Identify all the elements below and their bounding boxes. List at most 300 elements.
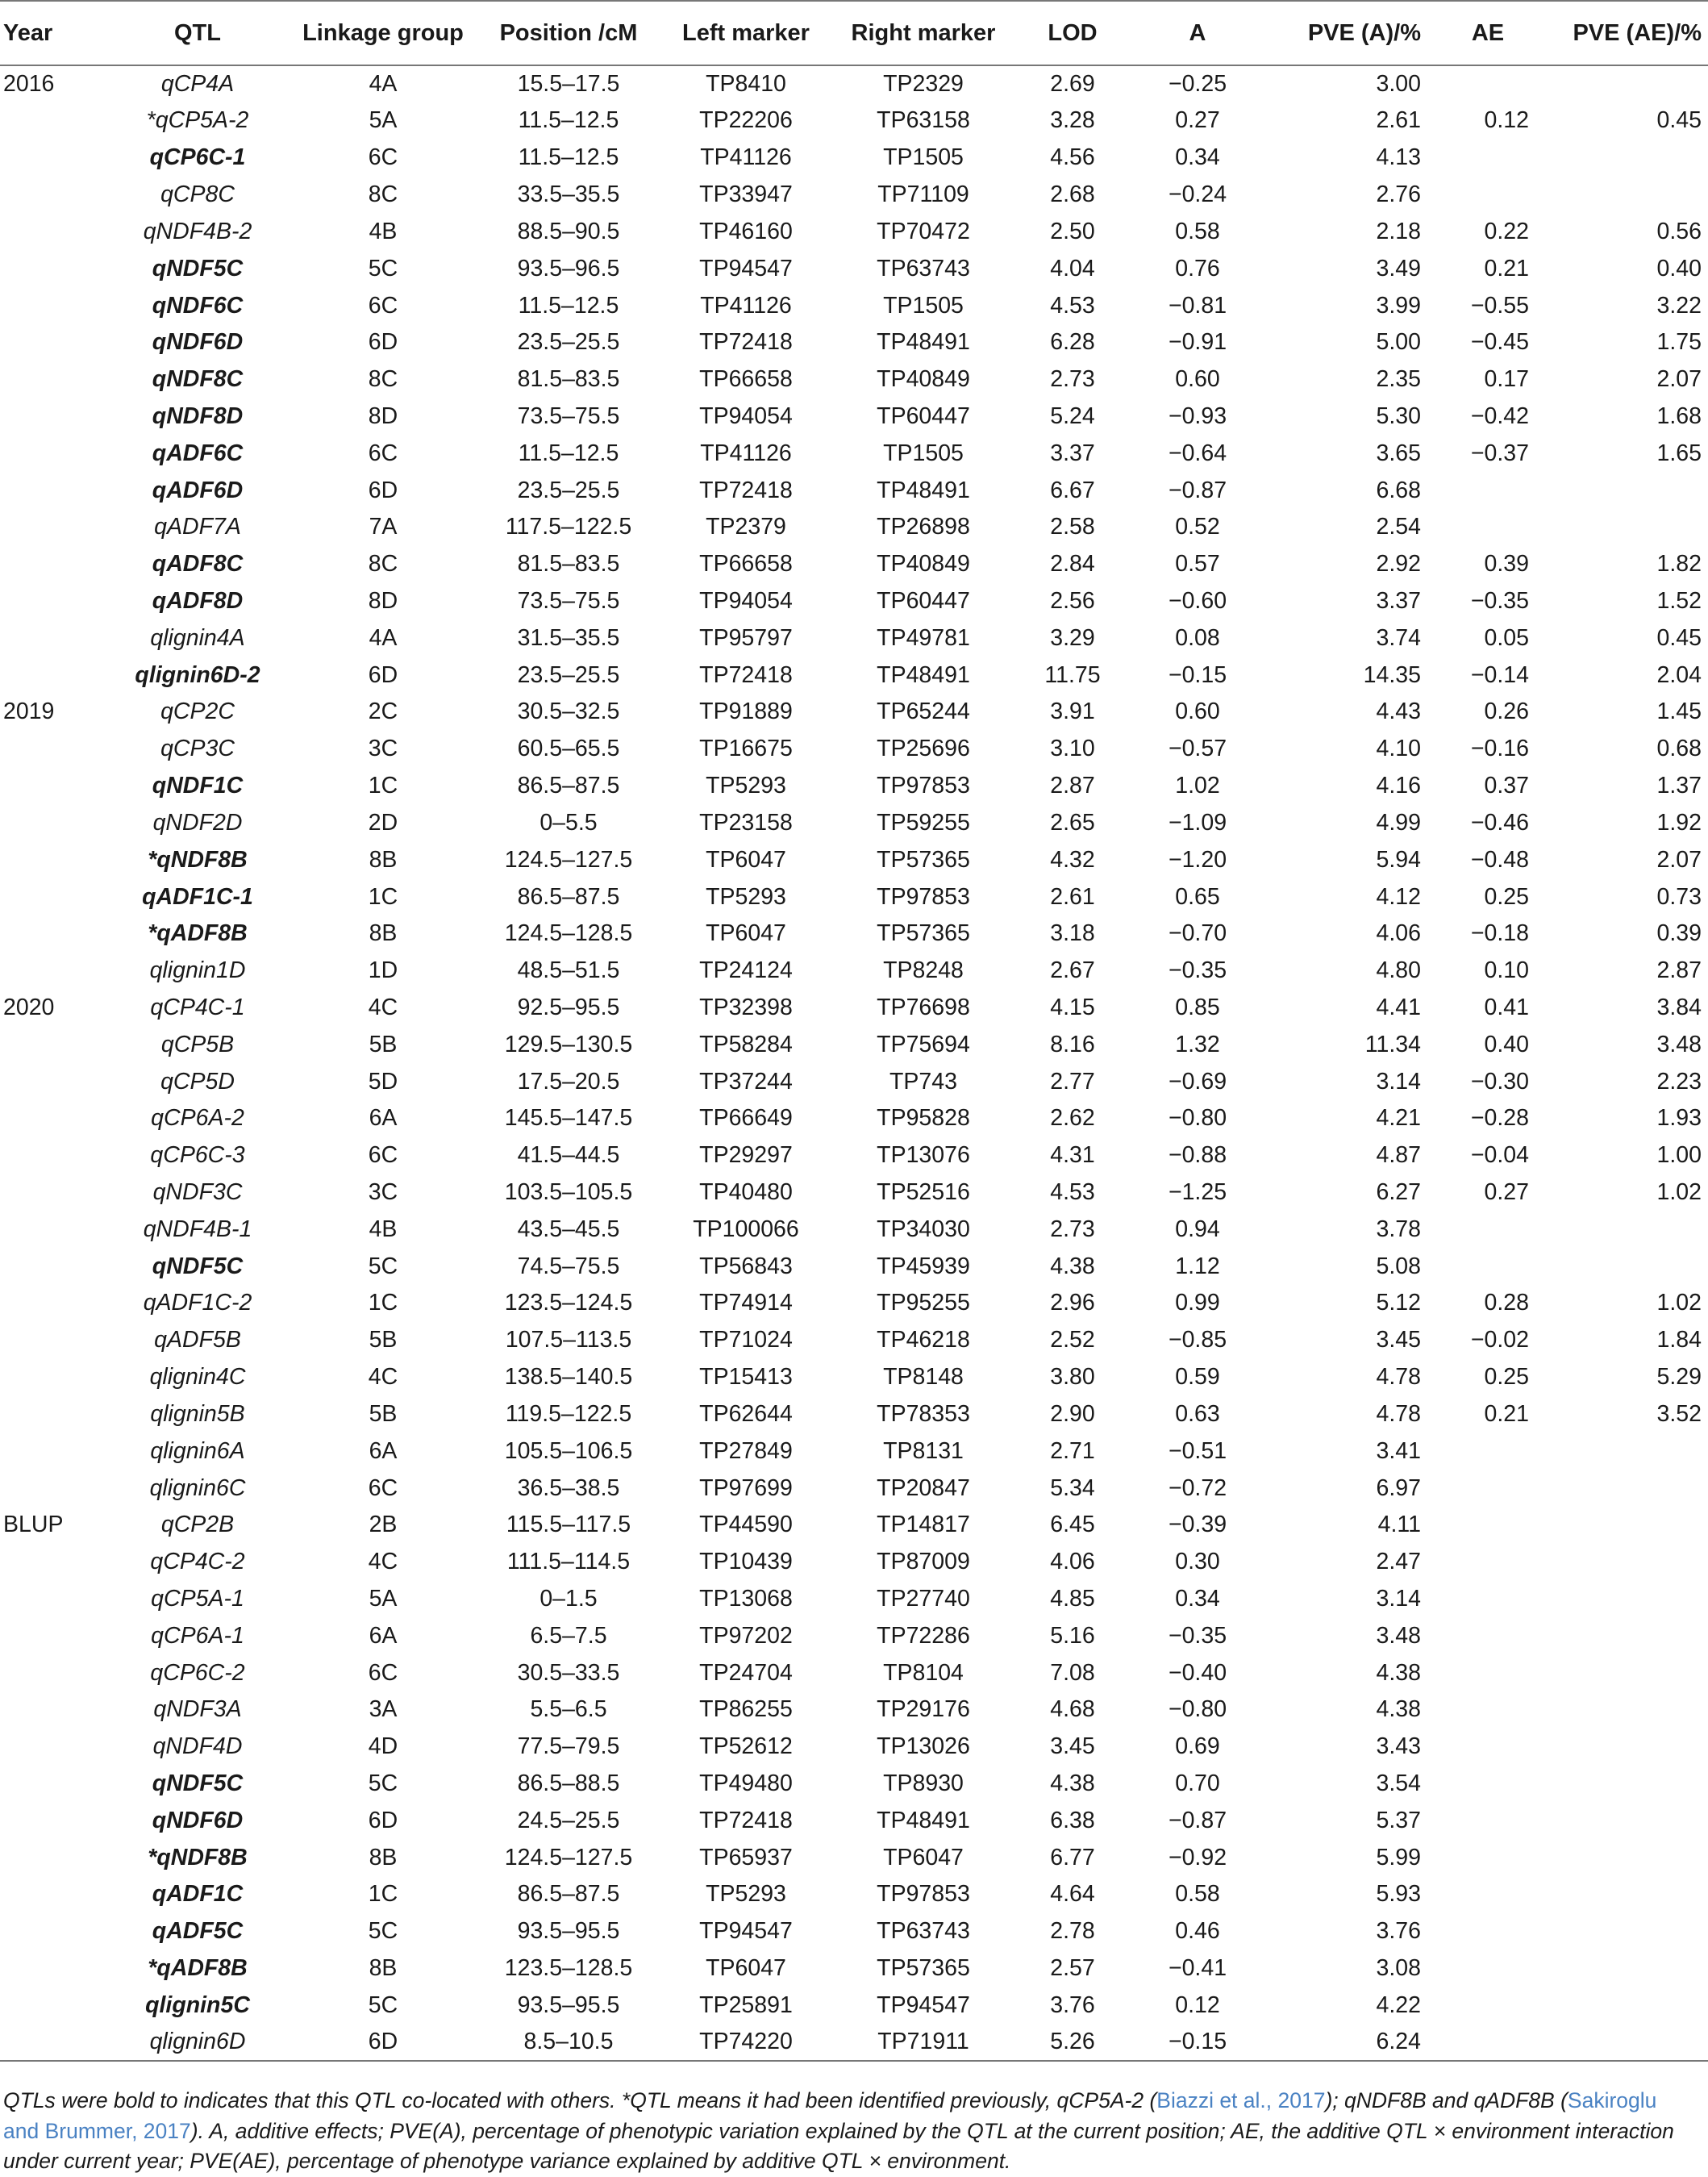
- cell-linkage-group: 8C: [368, 181, 398, 208]
- cell-left-marker: TP95797: [699, 624, 793, 651]
- cell-right-marker: TP63743: [877, 255, 970, 282]
- cell-left-marker: TP46160: [699, 218, 793, 244]
- cell-linkage-group: 2D: [368, 809, 398, 836]
- cell-pve-ae: [1548, 1544, 1708, 1581]
- cell-qtl: qNDF1C: [152, 773, 244, 799]
- cell-pve-a: 4.87: [1376, 1142, 1421, 1169]
- cell-lod: 4.64: [1050, 1881, 1095, 1908]
- cell-qtl: *qCP5A-2: [146, 107, 249, 134]
- cell-left-marker: TP72418: [699, 1807, 793, 1833]
- cell-position: 23.5–25.5: [517, 661, 620, 688]
- table-row: [0, 1137, 1708, 1174]
- cell-left-marker: TP25891: [699, 1991, 793, 2018]
- cell-linkage-group: 6D: [368, 329, 398, 356]
- cell-year: [0, 878, 105, 915]
- cell-lod: 7.08: [1050, 1659, 1095, 1686]
- cell-left-marker: TP13068: [699, 1585, 793, 1612]
- cell-year: [0, 176, 105, 213]
- cell-year: [0, 472, 105, 509]
- cell-a: −0.87: [1168, 1807, 1227, 1833]
- cell-ae: −0.46: [1470, 809, 1529, 836]
- table-row: [0, 1100, 1708, 1137]
- cell-qtl: qADF1C-2: [143, 1290, 252, 1316]
- cell-linkage-group: 5C: [368, 255, 398, 282]
- cell-position: 36.5–38.5: [517, 1474, 620, 1501]
- cell-pve-a: 5.00: [1376, 329, 1421, 356]
- cell-qtl: qNDF6C: [152, 292, 244, 319]
- cell-position: 145.5–147.5: [504, 1105, 633, 1132]
- cell-lod: 2.57: [1050, 1955, 1095, 1982]
- cell-pve-ae: 5.29: [1656, 1364, 1702, 1391]
- cell-left-marker: TP5293: [706, 773, 786, 799]
- cell-lod: 3.10: [1050, 736, 1095, 762]
- cell-pve-ae: [1548, 1433, 1708, 1470]
- cell-qtl: qNDF4B-1: [143, 1216, 252, 1242]
- cell-pve-ae: [1548, 2024, 1708, 2061]
- cell-ae: [1427, 1433, 1548, 1470]
- cell-linkage-group: 1C: [368, 773, 398, 799]
- cell-position: 124.5–128.5: [504, 920, 633, 947]
- footnote-citation-biazzi[interactable]: Biazzi et al., 2017: [1156, 2088, 1326, 2112]
- table-row: [0, 767, 1708, 804]
- cell-year: [0, 1358, 105, 1395]
- cell-linkage-group: 1D: [368, 957, 398, 984]
- cell-position: 11.5–12.5: [518, 440, 619, 466]
- cell-a: 0.69: [1175, 1733, 1220, 1760]
- cell-position: 31.5–35.5: [517, 624, 620, 651]
- cell-qtl: qlignin5C: [145, 1991, 250, 2018]
- cell-year: [0, 915, 105, 953]
- cell-pve-a: 4.21: [1376, 1105, 1421, 1132]
- cell-linkage-group: 5C: [368, 1253, 398, 1279]
- cell-pve-a: 2.92: [1376, 551, 1421, 578]
- cell-lod: 6.77: [1050, 1844, 1095, 1870]
- cell-ae: 0.21: [1484, 1400, 1529, 1427]
- cell-left-marker: TP5293: [706, 883, 786, 910]
- cell-right-marker: TP40849: [877, 366, 970, 393]
- cell-left-marker: TP41126: [700, 292, 792, 319]
- cell-qtl: qlignin6A: [150, 1437, 245, 1464]
- cell-left-marker: TP66658: [699, 551, 793, 578]
- cell-a: −0.93: [1168, 402, 1227, 429]
- cell-left-marker: TP97699: [699, 1474, 793, 1501]
- cell-pve-a: 5.94: [1376, 846, 1421, 873]
- table-row: [0, 1358, 1708, 1395]
- cell-year: [0, 2024, 105, 2061]
- cell-pve-ae: 0.68: [1656, 736, 1702, 762]
- header-right-marker: Right marker: [831, 1, 1016, 65]
- table-row: [0, 176, 1708, 213]
- cell-right-marker: TP95828: [877, 1105, 970, 1132]
- cell-left-marker: TP40480: [699, 1179, 793, 1206]
- table-row: [0, 2024, 1708, 2061]
- cell-linkage-group: 1C: [368, 1290, 398, 1316]
- cell-a: −0.39: [1168, 1512, 1227, 1538]
- header-pve-ae: PVE (AE)/%: [1548, 1, 1708, 65]
- cell-lod: 4.85: [1050, 1585, 1095, 1612]
- cell-ae: −0.04: [1470, 1142, 1529, 1169]
- cell-a: −1.25: [1168, 1179, 1227, 1206]
- table-row: [0, 1617, 1708, 1654]
- cell-right-marker: TP40849: [877, 551, 970, 578]
- table-row: [0, 435, 1708, 472]
- cell-year: [0, 841, 105, 878]
- cell-lod: 6.67: [1050, 477, 1095, 503]
- cell-position: 86.5–87.5: [517, 883, 620, 910]
- cell-year: [0, 546, 105, 583]
- cell-pve-a: 4.41: [1376, 994, 1421, 1020]
- cell-right-marker: TP57365: [877, 920, 970, 947]
- cell-year: [0, 250, 105, 287]
- header-position: Position /cM: [476, 1, 661, 65]
- cell-year: [0, 1248, 105, 1285]
- cell-qtl: qNDF6D: [152, 329, 244, 356]
- table-row: [0, 841, 1708, 878]
- cell-right-marker: TP63158: [877, 107, 970, 134]
- cell-pve-a: 3.14: [1376, 1585, 1421, 1612]
- cell-pve-ae: 0.39: [1656, 920, 1702, 947]
- cell-year: [0, 287, 105, 324]
- cell-pve-ae: [1548, 1913, 1708, 1950]
- cell-left-marker: TP94547: [699, 255, 793, 282]
- cell-pve-ae: [1548, 1729, 1708, 1766]
- cell-lod: 3.29: [1050, 624, 1095, 651]
- cell-linkage-group: 2B: [369, 1512, 398, 1538]
- cell-a: −0.70: [1168, 920, 1227, 947]
- cell-qtl: qlignin6C: [149, 1474, 246, 1501]
- cell-ae: 0.25: [1484, 1364, 1529, 1391]
- cell-right-marker: TP27740: [877, 1585, 970, 1612]
- cell-a: −0.35: [1168, 957, 1227, 984]
- cell-right-marker: TP26898: [877, 514, 970, 540]
- cell-left-marker: TP16675: [699, 736, 793, 762]
- table-row: [0, 546, 1708, 583]
- cell-a: −1.20: [1168, 846, 1227, 873]
- cell-ae: [1427, 1950, 1548, 1987]
- table-row: [0, 1395, 1708, 1433]
- cell-right-marker: TP1505: [883, 440, 964, 466]
- cell-a: 0.08: [1175, 624, 1220, 651]
- cell-a: −0.91: [1168, 329, 1227, 356]
- table-row: [0, 657, 1708, 694]
- cell-qtl: *qADF8B: [148, 1955, 248, 1982]
- cell-left-marker: TP15413: [699, 1364, 793, 1391]
- cell-ae: [1427, 1248, 1548, 1285]
- cell-position: 5.5–6.5: [530, 1696, 607, 1723]
- header-row: [0, 1, 1708, 65]
- cell-linkage-group: 6A: [369, 1622, 398, 1649]
- cell-qtl: qCP4A: [160, 71, 235, 98]
- cell-right-marker: TP8104: [883, 1659, 964, 1686]
- cell-a: 0.34: [1175, 1585, 1220, 1612]
- cell-ae: −0.02: [1470, 1327, 1529, 1353]
- cell-ae: 0.40: [1484, 1031, 1529, 1057]
- cell-left-marker: TP66649: [699, 1105, 793, 1132]
- cell-position: 30.5–33.5: [517, 1659, 620, 1686]
- table-row: [0, 1580, 1708, 1617]
- cell-pve-ae: 1.45: [1656, 699, 1702, 725]
- cell-pve-a: 4.43: [1376, 699, 1421, 725]
- table-row: [0, 1248, 1708, 1285]
- cell-right-marker: TP71109: [877, 181, 969, 208]
- cell-right-marker: TP78353: [877, 1400, 970, 1427]
- cell-right-marker: TP49781: [877, 624, 970, 651]
- cell-a: −0.81: [1168, 292, 1227, 319]
- cell-left-marker: TP94547: [699, 1918, 793, 1945]
- cell-position: 73.5–75.5: [517, 402, 620, 429]
- cell-pve-a: 3.74: [1376, 624, 1421, 651]
- cell-a: −0.69: [1168, 1068, 1227, 1095]
- cell-pve-a: 3.41: [1376, 1437, 1421, 1464]
- table-row: [0, 65, 1708, 102]
- cell-pve-ae: 1.65: [1656, 440, 1702, 466]
- table-row: [0, 1839, 1708, 1876]
- cell-ae: 0.25: [1484, 883, 1529, 910]
- cell-lod: 4.15: [1050, 994, 1095, 1020]
- footnote-text-3: ). A, additive effects; PVE(A), percentage of phenotypic variation explained by the QTL at the current position; AE, the additive QTL × environment interaction under current year; PVE(AE), percentage of phenotype variance explained by additive QTL × environment.: [3, 2118, 1674, 2174]
- cell-year: [0, 1802, 105, 1839]
- cell-left-marker: TP49480: [699, 1770, 793, 1797]
- cell-right-marker: TP57365: [877, 1955, 970, 1982]
- table-row: [0, 102, 1708, 140]
- cell-linkage-group: 5C: [368, 1991, 398, 2018]
- table-row: [0, 361, 1708, 398]
- cell-pve-a: 4.12: [1376, 883, 1421, 910]
- cell-a: 0.70: [1175, 1770, 1220, 1797]
- cell-qtl: qCP5B: [160, 1031, 235, 1057]
- cell-left-marker: TP5293: [706, 1881, 786, 1908]
- table-row: [0, 1987, 1708, 2024]
- cell-right-marker: TP29176: [877, 1696, 970, 1723]
- cell-pve-a: 3.49: [1376, 255, 1421, 282]
- cell-position: 30.5–32.5: [517, 699, 620, 725]
- cell-pve-a: 4.80: [1376, 957, 1421, 984]
- cell-qtl: *qADF8B: [148, 920, 248, 947]
- cell-pve-ae: 1.52: [1656, 588, 1702, 615]
- cell-pve-a: 5.30: [1376, 402, 1421, 429]
- cell-lod: 2.96: [1050, 1290, 1095, 1316]
- cell-linkage-group: 4C: [368, 1549, 398, 1575]
- cell-ae: 0.26: [1484, 699, 1529, 725]
- cell-left-marker: TP27849: [699, 1437, 793, 1464]
- cell-linkage-group: 3C: [368, 1179, 398, 1206]
- cell-pve-a: 2.76: [1376, 181, 1421, 208]
- cell-left-marker: TP94054: [699, 402, 793, 429]
- cell-left-marker: TP97202: [699, 1622, 793, 1649]
- cell-a: 0.63: [1175, 1400, 1220, 1427]
- cell-pve-ae: 3.52: [1656, 1400, 1702, 1427]
- cell-ae: −0.28: [1470, 1105, 1529, 1132]
- cell-ae: −0.18: [1470, 920, 1529, 947]
- cell-position: 43.5–45.5: [517, 1216, 620, 1242]
- cell-ae: 0.39: [1484, 551, 1529, 578]
- cell-pve-a: 4.78: [1376, 1400, 1421, 1427]
- cell-linkage-group: 8B: [369, 920, 398, 947]
- cell-pve-ae: [1548, 1802, 1708, 1839]
- cell-ae: [1427, 1913, 1548, 1950]
- cell-pve-a: 6.27: [1376, 1179, 1421, 1206]
- cell-year: [0, 1765, 105, 1802]
- cell-position: 107.5–113.5: [505, 1327, 632, 1353]
- cell-pve-ae: 0.45: [1656, 624, 1702, 651]
- cell-right-marker: TP2329: [883, 71, 964, 98]
- cell-ae: −0.45: [1470, 329, 1529, 356]
- cell-linkage-group: 4C: [368, 1364, 398, 1391]
- cell-position: 81.5–83.5: [517, 551, 620, 578]
- cell-left-marker: TP24124: [699, 957, 793, 984]
- table-row: [0, 398, 1708, 435]
- table-row: [0, 804, 1708, 841]
- cell-linkage-group: 4A: [369, 624, 398, 651]
- cell-linkage-group: 6C: [368, 1659, 398, 1686]
- cell-ae: −0.42: [1470, 402, 1529, 429]
- cell-right-marker: TP8148: [883, 1364, 964, 1391]
- cell-right-marker: TP46218: [877, 1327, 970, 1353]
- cell-pve-ae: 1.37: [1656, 773, 1702, 799]
- cell-right-marker: TP1505: [883, 292, 964, 319]
- cell-year: [0, 1285, 105, 1322]
- cell-a: 0.52: [1175, 514, 1220, 540]
- cell-pve-ae: 0.73: [1656, 883, 1702, 910]
- cell-pve-ae: [1548, 1580, 1708, 1617]
- footnote-citation-sakiroglu[interactable]: Sakiroglu and Brummer, 2017: [3, 2088, 1657, 2143]
- cell-qtl: qCP6C-2: [150, 1659, 245, 1686]
- cell-pve-ae: [1548, 1876, 1708, 1913]
- cell-lod: 4.38: [1050, 1253, 1095, 1279]
- cell-pve-ae: [1548, 1950, 1708, 1987]
- cell-ae: [1427, 1765, 1548, 1802]
- table-row: [0, 582, 1708, 619]
- cell-right-marker: TP8930: [883, 1770, 964, 1797]
- cell-linkage-group: 8B: [369, 1844, 398, 1870]
- cell-pve-ae: 1.93: [1656, 1105, 1702, 1132]
- table-row: [0, 1691, 1708, 1729]
- cell-a: −0.85: [1168, 1327, 1227, 1353]
- cell-ae: [1427, 472, 1548, 509]
- cell-position: 105.5–106.5: [504, 1437, 633, 1464]
- cell-pve-ae: [1548, 1617, 1708, 1654]
- table-row: [0, 1729, 1708, 1766]
- cell-year: [0, 1433, 105, 1470]
- cell-linkage-group: 8B: [369, 1955, 398, 1982]
- cell-linkage-group: 6C: [368, 1474, 398, 1501]
- cell-year: [0, 435, 105, 472]
- cell-year: [0, 1174, 105, 1211]
- cell-qtl: qADF1C-1: [142, 883, 253, 910]
- table-footnote: [3, 2086, 1697, 2177]
- cell-pve-a: 4.38: [1376, 1696, 1421, 1723]
- cell-right-marker: TP14817: [877, 1512, 970, 1538]
- cell-position: 119.5–122.5: [505, 1400, 632, 1427]
- cell-year: [0, 1654, 105, 1691]
- cell-linkage-group: 6C: [368, 144, 398, 171]
- table-row: [0, 1063, 1708, 1100]
- cell-pve-a: 2.35: [1376, 366, 1421, 393]
- cell-qtl: qNDF3C: [152, 1179, 243, 1206]
- cell-right-marker: TP25696: [877, 736, 970, 762]
- cell-right-marker: TP65244: [877, 699, 970, 725]
- cell-left-marker: TP62644: [699, 1400, 793, 1427]
- cell-ae: [1427, 1802, 1548, 1839]
- cell-a: 0.99: [1175, 1290, 1220, 1316]
- cell-year: [0, 1691, 105, 1729]
- cell-left-marker: TP22206: [699, 107, 793, 134]
- cell-qtl: qlignin1D: [149, 957, 246, 984]
- table-row: [0, 1950, 1708, 1987]
- cell-lod: 2.50: [1050, 218, 1095, 244]
- cell-position: 60.5–65.5: [517, 736, 620, 762]
- cell-lod: 4.38: [1050, 1770, 1095, 1797]
- cell-ae: 0.28: [1484, 1290, 1529, 1316]
- cell-year: 2016: [3, 71, 55, 98]
- cell-pve-a: 3.78: [1376, 1216, 1421, 1242]
- cell-left-marker: TP29297: [699, 1142, 793, 1169]
- cell-pve-ae: 0.40: [1656, 255, 1702, 282]
- cell-position: 0–5.5: [539, 809, 598, 836]
- cell-position: 93.5–95.5: [517, 1918, 620, 1945]
- cell-pve-a: 2.61: [1376, 107, 1421, 134]
- cell-qtl: qCP5D: [160, 1068, 235, 1095]
- cell-pve-a: 4.11: [1377, 1512, 1421, 1538]
- cell-ae: −0.16: [1470, 736, 1529, 762]
- cell-lod: 2.73: [1050, 366, 1095, 393]
- cell-pve-ae: [1548, 1654, 1708, 1691]
- cell-position: 92.5–95.5: [517, 994, 620, 1020]
- cell-ae: 0.05: [1484, 624, 1529, 651]
- header-linkage-group: Linkage group: [290, 1, 476, 65]
- cell-linkage-group: 6D: [368, 661, 398, 688]
- cell-lod: 4.53: [1050, 292, 1095, 319]
- cell-year: [0, 619, 105, 657]
- cell-lod: 2.65: [1050, 809, 1095, 836]
- table-row: [0, 1544, 1708, 1581]
- cell-qtl: qADF7A: [154, 514, 241, 540]
- cell-lod: 3.76: [1050, 1991, 1095, 2018]
- cell-pve-a: 5.93: [1376, 1881, 1421, 1908]
- cell-qtl: qADF6D: [152, 477, 244, 503]
- cell-right-marker: TP52516: [877, 1179, 970, 1206]
- cell-ae: [1427, 1876, 1548, 1913]
- cell-position: 93.5–96.5: [517, 255, 620, 282]
- cell-a: −0.72: [1168, 1474, 1227, 1501]
- cell-ae: [1427, 1987, 1548, 2024]
- cell-pve-ae: 1.00: [1656, 1142, 1702, 1169]
- table-row: [0, 1211, 1708, 1248]
- cell-lod: 2.84: [1050, 551, 1095, 578]
- cell-year: [0, 140, 105, 177]
- cell-pve-ae: [1548, 176, 1708, 213]
- cell-qtl: qNDF2D: [152, 809, 243, 836]
- cell-a: −0.80: [1168, 1696, 1227, 1723]
- cell-ae: [1427, 140, 1548, 177]
- cell-a: 0.59: [1175, 1364, 1220, 1391]
- cell-pve-a: 4.10: [1376, 736, 1421, 762]
- cell-lod: 3.18: [1050, 920, 1095, 947]
- table-row: [0, 250, 1708, 287]
- cell-a: −0.41: [1168, 1955, 1227, 1982]
- cell-left-marker: TP58284: [699, 1031, 793, 1057]
- cell-year: [0, 1580, 105, 1617]
- cell-lod: 4.31: [1050, 1142, 1095, 1169]
- table-row: [0, 694, 1708, 731]
- cell-right-marker: TP97853: [877, 773, 970, 799]
- cell-lod: 2.52: [1050, 1327, 1095, 1353]
- cell-ae: [1427, 1507, 1548, 1544]
- cell-a: 0.76: [1175, 255, 1220, 282]
- cell-position: 74.5–75.5: [517, 1253, 620, 1279]
- table-row: [0, 1470, 1708, 1507]
- cell-pve-ae: 2.07: [1656, 846, 1702, 873]
